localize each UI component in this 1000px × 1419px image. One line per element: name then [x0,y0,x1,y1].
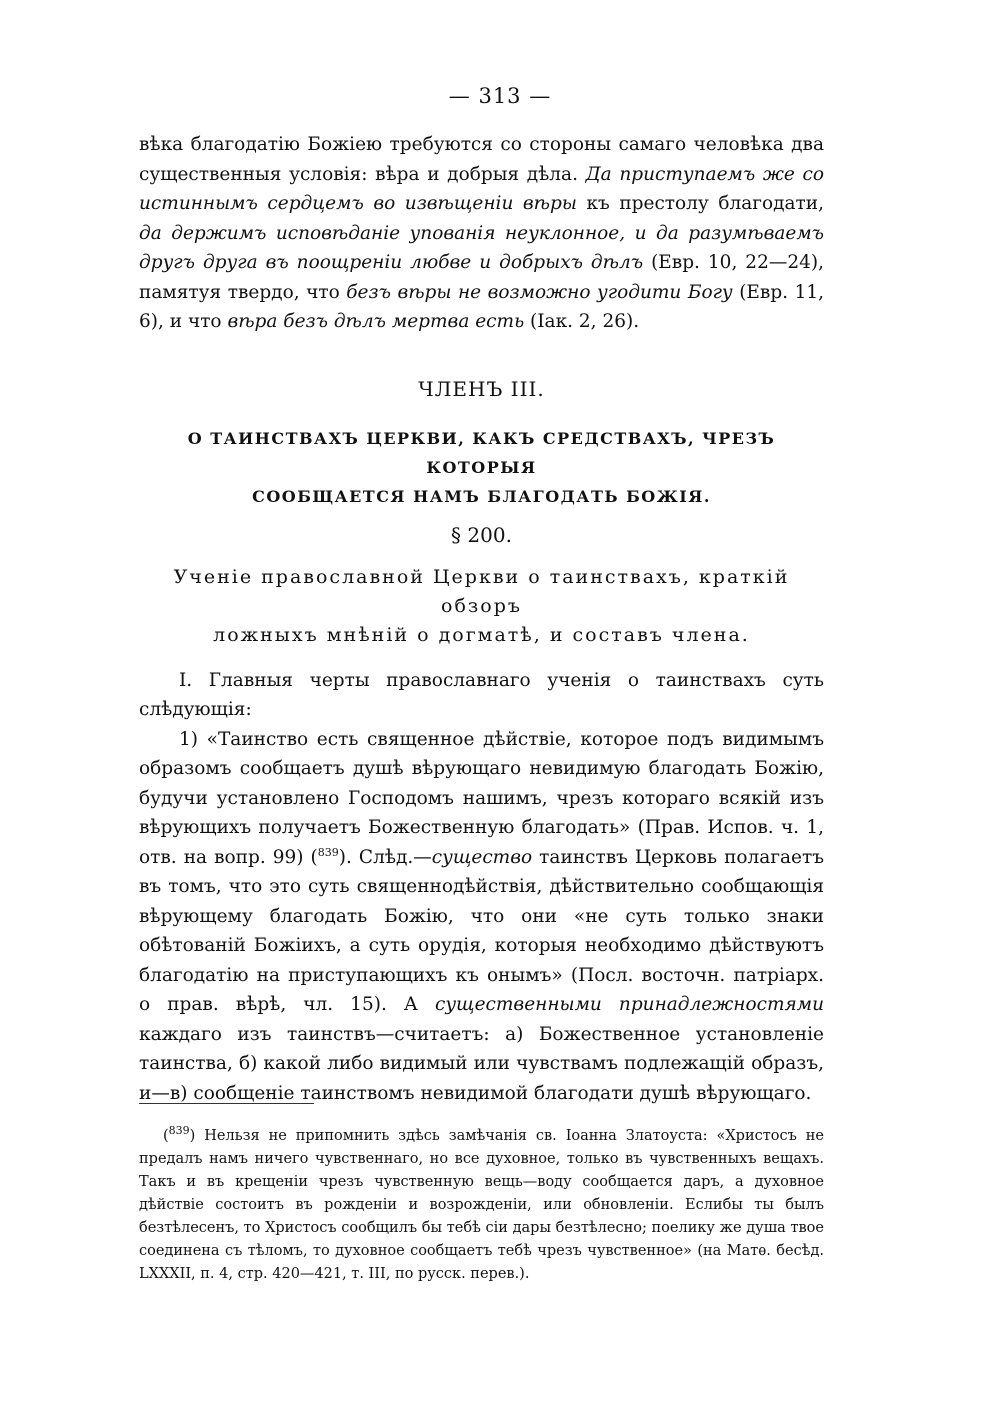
subtitle-line: О ТАИНСТВАХЪ ЦЕРКВИ, КАКЪ СРЕДСТВАХЪ, ЧРЕЗЪ КОТОРЫЯ [187,429,776,477]
page-number: — 313 — [448,84,552,108]
footnote-ref[interactable]: 839 [317,845,339,859]
para-emphasis: существенными принадлежностями [434,994,824,1015]
intro-text: вѣка благодатію Божіею требуются со стороны самаго человѣка два существенныя условія: вѣра и добрыя дѣла. [139,134,824,185]
heading-line: Ученіе православной Церкви о таинствахъ, краткій обзоръ [173,565,790,617]
heading-line: ложныхъ мнѣній о догматѣ, и составъ члена. [213,623,750,646]
page-body [139,130,824,1108]
para-text: 1) «Таинство есть священное дѣйствіе, которое подъ видимымъ образомъ сообщаетъ душѣ вѣрующаго невидимую благодать Божію, будучи установлено Господомъ нашимъ, чрезъ котораго всякій изъ вѣрующихъ получаетъ Божественную благодать» (Прав. Испов. ч. 1, отв. на вопр. 99) ( [139,728,824,868]
section-heading [139,563,824,650]
para-text: таинствъ Церковь полагаетъ въ томъ, что это суть священнодѣйствія, дѣйствительно сообщающія вѣрующему благодать Божію, что они «не суть только знаки обѣтованій Божіихъ, а суть орудія, которыя необходимо дѣйствуютъ благодатію на приступающихъ къ онымъ» (Посл. восточн. патріарх. о прав. вѣрѣ, чл. 15). А [139,846,825,1015]
subtitle-line: СООБЩАЕТСЯ НАМЪ БЛАГОДАТЬ БОЖІЯ. [252,487,711,506]
intro-quote: Да приступаемъ же со истиннымъ сердцемъ во извѣщеніи вѣры [139,163,824,214]
footnote-number: 839 [168,1124,190,1138]
intro-paragraph [139,130,824,337]
para-text: каждаго изъ таинствъ—считаетъ: а) Божественное установленіе таинства, б) какой либо видимый или чувствамъ подлежащій образъ, и—в) сообщеніе таинствомъ невидимой благодати душѣ вѣрующаго. [139,1023,824,1104]
member-subtitle [139,424,824,511]
intro-text: (Іак. 2, 26). [524,311,640,332]
section-number: § 200. [451,523,512,547]
paragraph-1 [139,725,824,1109]
intro-text: (Евр. 10, 22—24), памятуя твердо, что [139,252,824,303]
intro-text: (Евр. 11, 6), и что [139,281,825,332]
para-text: ). Слѣд.— [338,846,432,868]
intro-quote: да держимъ исповѣданіе упованія неуклонное, и да разумѣваемъ другъ друга въ поощреніи любве и добрыхъ дѣлъ [139,222,824,273]
intro-quote: безъ вѣры не возможно угодити Богу [346,281,733,303]
para-emphasis: существо [431,846,533,868]
paragraph-I: I. Главныя черты православнаго ученія о таинствахъ суть слѣдующія: [139,669,824,720]
intro-quote: вѣра безъ дѣлъ мертва есть [227,311,525,332]
member-title: ЧЛЕНЪ III. [418,376,545,401]
footnote-marker: ($^{839}$ [163,1124,190,1144]
footnote-text: ) Нельзя не припомнить здѣсь замѣчанія св. Іоанна Златоуста: «Христосъ не предалъ намъ ничего чувственнаго, но все духовное, только въ чувственныхъ вещахъ. Такъ и въ крещеніи чрезъ чувственную вещь—воду сообщается даръ, а духовное дѣйствіе состоитъ въ рожденіи и возрожденіи, или обновленіи. Еслибы ты былъ безтѣлесенъ, то Христосъ сообщилъ бы тебѣ сіи дары безтѣлесно; поелику же душа твое соединена съ тѣломъ, то духовное сообщаетъ тебѣ чрезъ чувственное» (на Матѳ. бесѣд. LXXXII, п. 4, стр. 420—421, т. III, по русск. перев.). [139,1128,824,1282]
intro-text: къ престолу благодати, [576,193,824,214]
footnote [139,1125,824,1286]
footnote-divider [139,1103,314,1104]
